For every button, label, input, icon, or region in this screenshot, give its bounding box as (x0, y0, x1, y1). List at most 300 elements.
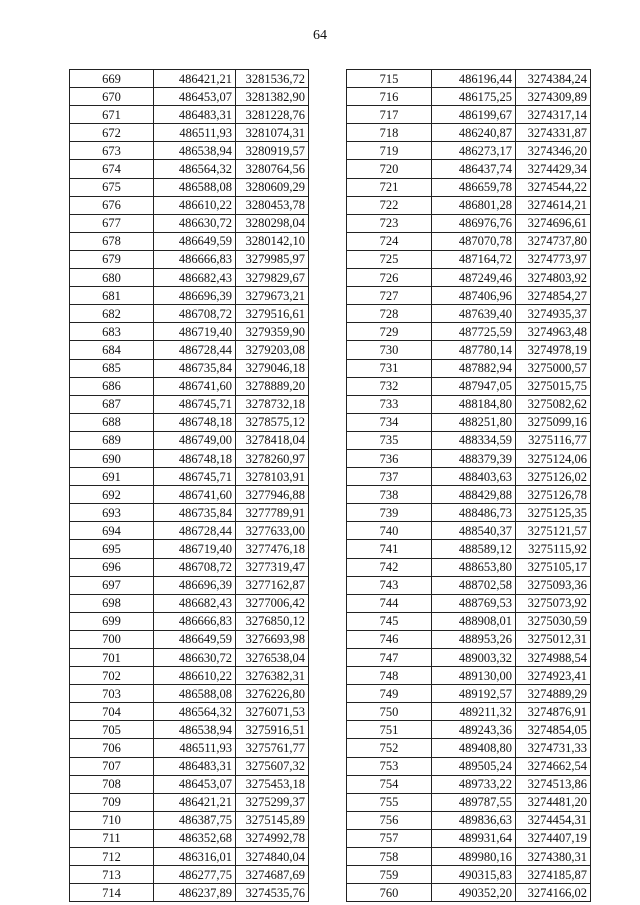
point-number-cell: 703 (70, 685, 154, 703)
point-number-cell: 734 (347, 413, 432, 431)
y-coordinate-cell: 3274380,31 (516, 848, 591, 866)
x-coordinate-cell: 488908,01 (432, 612, 516, 630)
table-row (70, 70, 309, 88)
table-row (347, 848, 591, 866)
y-coordinate-cell: 3280142,10 (236, 232, 309, 250)
x-coordinate-cell: 489130,00 (432, 667, 516, 685)
x-coordinate-cell: 486538,94 (154, 142, 236, 160)
x-coordinate-cell: 486682,43 (154, 594, 236, 612)
y-coordinate-cell: 3275124,06 (516, 449, 591, 467)
y-coordinate-cell: 3275916,51 (236, 721, 309, 739)
point-number-cell: 729 (347, 323, 432, 341)
table-row (347, 829, 591, 847)
y-coordinate-cell: 3274429,34 (516, 160, 591, 178)
table-row (70, 594, 309, 612)
point-number-cell: 711 (70, 829, 154, 847)
point-number-cell: 726 (347, 269, 432, 287)
y-coordinate-cell: 3280298,04 (236, 214, 309, 232)
x-coordinate-cell: 486801,28 (432, 196, 516, 214)
y-coordinate-cell: 3274889,29 (516, 685, 591, 703)
point-number-cell: 672 (70, 124, 154, 142)
point-number-cell: 713 (70, 866, 154, 884)
table-row (70, 269, 309, 287)
x-coordinate-cell: 486199,67 (432, 106, 516, 124)
x-coordinate-cell: 486610,22 (154, 667, 236, 685)
table-row (347, 793, 591, 811)
point-number-cell: 691 (70, 468, 154, 486)
y-coordinate-cell: 3275453,18 (236, 775, 309, 793)
point-number-cell: 681 (70, 287, 154, 305)
table-row (347, 232, 591, 250)
x-coordinate-cell: 486735,84 (154, 504, 236, 522)
y-coordinate-cell: 3274988,54 (516, 649, 591, 667)
y-coordinate-cell: 3275015,75 (516, 377, 591, 395)
point-number-cell: 693 (70, 504, 154, 522)
y-coordinate-cell: 3276850,12 (236, 612, 309, 630)
y-coordinate-cell: 3274978,19 (516, 341, 591, 359)
table-row (70, 540, 309, 558)
point-number-cell: 750 (347, 703, 432, 721)
point-number-cell: 689 (70, 431, 154, 449)
y-coordinate-cell: 3274166,02 (516, 884, 591, 902)
point-number-cell: 675 (70, 178, 154, 196)
x-coordinate-cell: 486666,83 (154, 612, 236, 630)
table-row (70, 558, 309, 576)
point-number-cell: 715 (347, 70, 432, 88)
point-number-cell: 721 (347, 178, 432, 196)
table-row (70, 884, 309, 902)
y-coordinate-cell: 3274696,61 (516, 214, 591, 232)
table-row (347, 305, 591, 323)
x-coordinate-cell: 487882,94 (432, 359, 516, 377)
table-row (70, 757, 309, 775)
y-coordinate-cell: 3281382,90 (236, 88, 309, 106)
x-coordinate-cell: 487639,40 (432, 305, 516, 323)
y-coordinate-cell: 3278260,97 (236, 449, 309, 467)
y-coordinate-cell: 3274737,80 (516, 232, 591, 250)
x-coordinate-cell: 486196,44 (432, 70, 516, 88)
table-row (347, 721, 591, 739)
x-coordinate-cell: 486749,00 (154, 431, 236, 449)
x-coordinate-cell: 486564,32 (154, 703, 236, 721)
x-coordinate-cell: 486708,72 (154, 558, 236, 576)
table-row (70, 395, 309, 413)
y-coordinate-cell: 3275607,32 (236, 757, 309, 775)
table-row (347, 341, 591, 359)
x-coordinate-cell: 487249,46 (432, 269, 516, 287)
point-number-cell: 707 (70, 757, 154, 775)
x-coordinate-cell: 486610,22 (154, 196, 236, 214)
y-coordinate-cell: 3276382,31 (236, 667, 309, 685)
y-coordinate-cell: 3275145,89 (236, 811, 309, 829)
table-row (347, 504, 591, 522)
table-row (70, 793, 309, 811)
y-coordinate-cell: 3274535,76 (236, 884, 309, 902)
point-number-cell: 704 (70, 703, 154, 721)
point-number-cell: 722 (347, 196, 432, 214)
x-coordinate-cell: 486453,07 (154, 775, 236, 793)
table-row (347, 142, 591, 160)
table-row (70, 359, 309, 377)
x-coordinate-cell: 486588,08 (154, 178, 236, 196)
table-row (70, 88, 309, 106)
table-row (347, 413, 591, 431)
x-coordinate-cell: 488251,80 (432, 413, 516, 431)
point-number-cell: 728 (347, 305, 432, 323)
x-coordinate-cell: 486437,74 (432, 160, 516, 178)
y-coordinate-cell: 3279985,97 (236, 250, 309, 268)
y-coordinate-cell: 3274544,22 (516, 178, 591, 196)
point-number-cell: 682 (70, 305, 154, 323)
point-number-cell: 686 (70, 377, 154, 395)
y-coordinate-cell: 3274854,27 (516, 287, 591, 305)
table-row (347, 866, 591, 884)
y-coordinate-cell: 3277633,00 (236, 522, 309, 540)
table-row (347, 160, 591, 178)
point-number-cell: 759 (347, 866, 432, 884)
point-number-cell: 697 (70, 576, 154, 594)
x-coordinate-cell: 486708,72 (154, 305, 236, 323)
x-coordinate-cell: 486421,21 (154, 793, 236, 811)
point-number-cell: 677 (70, 214, 154, 232)
table-row (70, 232, 309, 250)
point-number-cell: 748 (347, 667, 432, 685)
x-coordinate-cell: 487780,14 (432, 341, 516, 359)
y-coordinate-cell: 3278889,20 (236, 377, 309, 395)
y-coordinate-cell: 3274923,41 (516, 667, 591, 685)
x-coordinate-cell: 486483,31 (154, 757, 236, 775)
x-coordinate-cell: 488334,59 (432, 431, 516, 449)
x-coordinate-cell: 486453,07 (154, 88, 236, 106)
point-number-cell: 730 (347, 341, 432, 359)
table-row (70, 431, 309, 449)
point-number-cell: 685 (70, 359, 154, 377)
point-number-cell: 742 (347, 558, 432, 576)
point-number-cell: 699 (70, 612, 154, 630)
x-coordinate-cell: 487164,72 (432, 250, 516, 268)
table-row (347, 359, 591, 377)
y-coordinate-cell: 3275082,62 (516, 395, 591, 413)
table-row (70, 775, 309, 793)
y-coordinate-cell: 3275761,77 (236, 739, 309, 757)
point-number-cell: 754 (347, 775, 432, 793)
y-coordinate-cell: 3274346,20 (516, 142, 591, 160)
x-coordinate-cell: 489408,80 (432, 739, 516, 757)
x-coordinate-cell: 486976,76 (432, 214, 516, 232)
x-coordinate-cell: 488953,26 (432, 630, 516, 648)
point-number-cell: 684 (70, 341, 154, 359)
y-coordinate-cell: 3281536,72 (236, 70, 309, 88)
y-coordinate-cell: 3279516,61 (236, 305, 309, 323)
x-coordinate-cell: 486719,40 (154, 540, 236, 558)
y-coordinate-cell: 3277006,42 (236, 594, 309, 612)
x-coordinate-cell: 486748,18 (154, 413, 236, 431)
table-row (347, 576, 591, 594)
x-coordinate-cell: 488589,12 (432, 540, 516, 558)
y-coordinate-cell: 3277162,87 (236, 576, 309, 594)
y-coordinate-cell: 3275093,36 (516, 576, 591, 594)
table-row (70, 522, 309, 540)
point-number-cell: 671 (70, 106, 154, 124)
point-number-cell: 676 (70, 196, 154, 214)
table-row (347, 612, 591, 630)
point-number-cell: 708 (70, 775, 154, 793)
point-number-cell: 751 (347, 721, 432, 739)
x-coordinate-cell: 489980,16 (432, 848, 516, 866)
x-coordinate-cell: 486630,72 (154, 214, 236, 232)
point-number-cell: 670 (70, 88, 154, 106)
y-coordinate-cell: 3279046,18 (236, 359, 309, 377)
table-row (70, 377, 309, 395)
table-row (70, 305, 309, 323)
x-coordinate-cell: 486588,08 (154, 685, 236, 703)
table-row (347, 178, 591, 196)
table-row (347, 287, 591, 305)
x-coordinate-cell: 486316,01 (154, 848, 236, 866)
y-coordinate-cell: 3278732,18 (236, 395, 309, 413)
table-row (347, 630, 591, 648)
table-row (70, 486, 309, 504)
y-coordinate-cell: 3275073,92 (516, 594, 591, 612)
point-number-cell: 720 (347, 160, 432, 178)
table-row (347, 196, 591, 214)
point-number-cell: 723 (347, 214, 432, 232)
table-row (347, 250, 591, 268)
table-row (70, 504, 309, 522)
point-number-cell: 698 (70, 594, 154, 612)
table-row (347, 594, 591, 612)
table-row (347, 703, 591, 721)
point-number-cell: 757 (347, 829, 432, 847)
y-coordinate-cell: 3276693,98 (236, 630, 309, 648)
x-coordinate-cell: 489505,24 (432, 757, 516, 775)
y-coordinate-cell: 3278418,04 (236, 431, 309, 449)
point-number-cell: 701 (70, 649, 154, 667)
point-number-cell: 678 (70, 232, 154, 250)
y-coordinate-cell: 3274687,69 (236, 866, 309, 884)
y-coordinate-cell: 3274992,78 (236, 829, 309, 847)
table-row (347, 468, 591, 486)
table-row (70, 612, 309, 630)
point-number-cell: 695 (70, 540, 154, 558)
y-coordinate-cell: 3274614,21 (516, 196, 591, 214)
table-row (70, 287, 309, 305)
y-coordinate-cell: 3280453,78 (236, 196, 309, 214)
y-coordinate-cell: 3276226,80 (236, 685, 309, 703)
point-number-cell: 710 (70, 811, 154, 829)
table-row (70, 323, 309, 341)
coordinates-table-left (69, 69, 309, 902)
table-row (347, 667, 591, 685)
y-coordinate-cell: 3279359,90 (236, 323, 309, 341)
y-coordinate-cell: 3275115,92 (516, 540, 591, 558)
table-row (70, 576, 309, 594)
table-row (70, 124, 309, 142)
y-coordinate-cell: 3275121,57 (516, 522, 591, 540)
table-row (70, 449, 309, 467)
point-number-cell: 679 (70, 250, 154, 268)
point-number-cell: 749 (347, 685, 432, 703)
x-coordinate-cell: 486564,32 (154, 160, 236, 178)
x-coordinate-cell: 487947,05 (432, 377, 516, 395)
y-coordinate-cell: 3274854,05 (516, 721, 591, 739)
table-row (70, 811, 309, 829)
x-coordinate-cell: 486387,75 (154, 811, 236, 829)
point-number-cell: 744 (347, 594, 432, 612)
y-coordinate-cell: 3274803,92 (516, 269, 591, 287)
point-number-cell: 673 (70, 142, 154, 160)
point-number-cell: 746 (347, 630, 432, 648)
y-coordinate-cell: 3274513,86 (516, 775, 591, 793)
y-coordinate-cell: 3275299,37 (236, 793, 309, 811)
point-number-cell: 733 (347, 395, 432, 413)
point-number-cell: 724 (347, 232, 432, 250)
point-number-cell: 760 (347, 884, 432, 902)
y-coordinate-cell: 3274935,37 (516, 305, 591, 323)
y-coordinate-cell: 3277946,88 (236, 486, 309, 504)
table-row (347, 739, 591, 757)
y-coordinate-cell: 3274876,91 (516, 703, 591, 721)
table-row (70, 866, 309, 884)
x-coordinate-cell: 486273,17 (432, 142, 516, 160)
table-body (347, 70, 591, 902)
point-number-cell: 725 (347, 250, 432, 268)
point-number-cell: 731 (347, 359, 432, 377)
x-coordinate-cell: 488486,73 (432, 504, 516, 522)
table-row (347, 540, 591, 558)
x-coordinate-cell: 486719,40 (154, 323, 236, 341)
point-number-cell: 755 (347, 793, 432, 811)
x-coordinate-cell: 490352,20 (432, 884, 516, 902)
x-coordinate-cell: 486728,44 (154, 522, 236, 540)
x-coordinate-cell: 489243,36 (432, 721, 516, 739)
table-row (70, 848, 309, 866)
table-row (347, 88, 591, 106)
y-coordinate-cell: 3274731,33 (516, 739, 591, 757)
point-number-cell: 735 (347, 431, 432, 449)
coordinates-table-right (346, 69, 591, 902)
point-number-cell: 753 (347, 757, 432, 775)
point-number-cell: 688 (70, 413, 154, 431)
y-coordinate-cell: 3276538,04 (236, 649, 309, 667)
table-row (347, 106, 591, 124)
point-number-cell: 745 (347, 612, 432, 630)
y-coordinate-cell: 3274185,87 (516, 866, 591, 884)
table-row (70, 721, 309, 739)
table-row (70, 649, 309, 667)
y-coordinate-cell: 3277319,47 (236, 558, 309, 576)
table-row (70, 630, 309, 648)
y-coordinate-cell: 3274662,54 (516, 757, 591, 775)
table-row (70, 178, 309, 196)
x-coordinate-cell: 489211,32 (432, 703, 516, 721)
point-number-cell: 758 (347, 848, 432, 866)
y-coordinate-cell: 3280764,56 (236, 160, 309, 178)
y-coordinate-cell: 3274407,19 (516, 829, 591, 847)
point-number-cell: 727 (347, 287, 432, 305)
point-number-cell: 737 (347, 468, 432, 486)
x-coordinate-cell: 489931,64 (432, 829, 516, 847)
point-number-cell: 719 (347, 142, 432, 160)
y-coordinate-cell: 3279203,08 (236, 341, 309, 359)
x-coordinate-cell: 486696,39 (154, 287, 236, 305)
x-coordinate-cell: 486745,71 (154, 395, 236, 413)
x-coordinate-cell: 490315,83 (432, 866, 516, 884)
x-coordinate-cell: 486240,87 (432, 124, 516, 142)
table-row (347, 649, 591, 667)
x-coordinate-cell: 486237,89 (154, 884, 236, 902)
y-coordinate-cell: 3275099,16 (516, 413, 591, 431)
point-number-cell: 714 (70, 884, 154, 902)
x-coordinate-cell: 486728,44 (154, 341, 236, 359)
table-row (347, 214, 591, 232)
x-coordinate-cell: 486649,59 (154, 630, 236, 648)
table-row (70, 703, 309, 721)
y-coordinate-cell: 3274317,14 (516, 106, 591, 124)
table-row (70, 667, 309, 685)
point-number-cell: 736 (347, 449, 432, 467)
x-coordinate-cell: 486511,93 (154, 124, 236, 142)
table-row (70, 160, 309, 178)
point-number-cell: 706 (70, 739, 154, 757)
x-coordinate-cell: 486483,31 (154, 106, 236, 124)
x-coordinate-cell: 488379,39 (432, 449, 516, 467)
y-coordinate-cell: 3274963,48 (516, 323, 591, 341)
point-number-cell: 692 (70, 486, 154, 504)
y-coordinate-cell: 3274384,24 (516, 70, 591, 88)
point-number-cell: 680 (70, 269, 154, 287)
y-coordinate-cell: 3274454,31 (516, 811, 591, 829)
y-coordinate-cell: 3277476,18 (236, 540, 309, 558)
x-coordinate-cell: 487725,59 (432, 323, 516, 341)
y-coordinate-cell: 3275030,59 (516, 612, 591, 630)
y-coordinate-cell: 3274481,20 (516, 793, 591, 811)
y-coordinate-cell: 3275125,35 (516, 504, 591, 522)
x-coordinate-cell: 488429,88 (432, 486, 516, 504)
x-coordinate-cell: 486682,43 (154, 269, 236, 287)
table-row (70, 106, 309, 124)
y-coordinate-cell: 3277789,91 (236, 504, 309, 522)
point-number-cell: 702 (70, 667, 154, 685)
point-number-cell: 705 (70, 721, 154, 739)
table-row (70, 250, 309, 268)
point-number-cell: 732 (347, 377, 432, 395)
page-number: 64 (313, 28, 327, 43)
x-coordinate-cell: 486748,18 (154, 449, 236, 467)
x-coordinate-cell: 486630,72 (154, 649, 236, 667)
y-coordinate-cell: 3275000,57 (516, 359, 591, 377)
y-coordinate-cell: 3278103,91 (236, 468, 309, 486)
table-row (347, 377, 591, 395)
point-number-cell: 717 (347, 106, 432, 124)
y-coordinate-cell: 3281074,31 (236, 124, 309, 142)
table-row (347, 884, 591, 902)
x-coordinate-cell: 489192,57 (432, 685, 516, 703)
x-coordinate-cell: 486421,21 (154, 70, 236, 88)
table-row (70, 196, 309, 214)
point-number-cell: 696 (70, 558, 154, 576)
x-coordinate-cell: 488702,58 (432, 576, 516, 594)
table-body (70, 70, 309, 902)
x-coordinate-cell: 487070,78 (432, 232, 516, 250)
table-row (347, 486, 591, 504)
table-row (70, 829, 309, 847)
x-coordinate-cell: 486745,71 (154, 468, 236, 486)
table-row (347, 685, 591, 703)
x-coordinate-cell: 487406,96 (432, 287, 516, 305)
point-number-cell: 743 (347, 576, 432, 594)
y-coordinate-cell: 3276071,53 (236, 703, 309, 721)
